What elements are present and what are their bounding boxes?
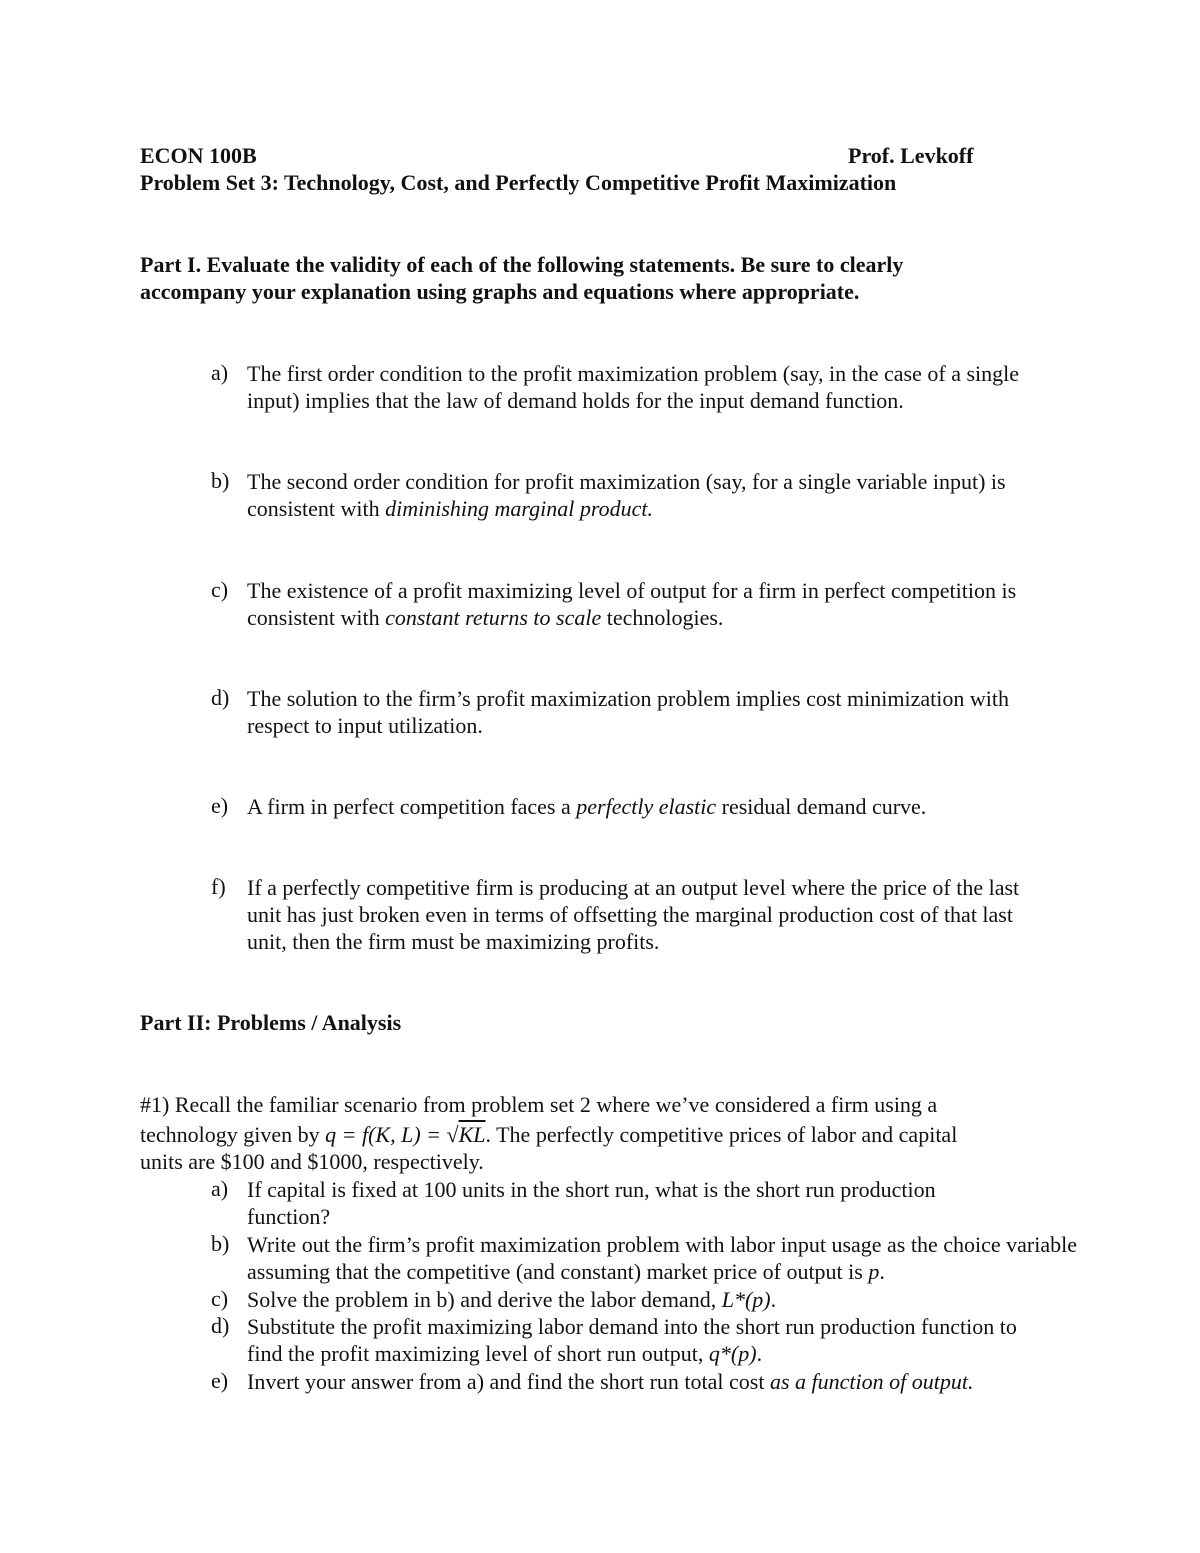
part2-heading: Part II: Problems / Analysis xyxy=(140,1010,402,1035)
item-label: d) xyxy=(211,685,230,710)
part1-heading-line1: Part I. Evaluate the validity of each of the following statements. Be sure to clearly xyxy=(140,252,904,277)
item-text: Solve the problem in b) and derive the labor demand, L*(p). xyxy=(247,1287,777,1312)
course-code: ECON 100B xyxy=(140,143,257,168)
part1-heading-line2: accompany your explanation using graphs and equations where appropriate. xyxy=(140,279,860,304)
item-label: a) xyxy=(211,1176,229,1201)
item-label: c) xyxy=(211,577,229,602)
professor-name: Prof. Levkoff xyxy=(848,143,974,168)
item-label: d) xyxy=(211,1313,230,1338)
item-text: The existence of a profit maximizing level of output for a firm in perfect competition is consistent with constant returns to scale technologies. xyxy=(247,578,1017,630)
item-label: c) xyxy=(211,1286,229,1311)
item-text: If a perfectly competitive firm is producing at an output level where the price of the last unit has just broken even in terms of offsetting the marginal production cost of that last unit, then the firm must be maximizing profits. xyxy=(247,875,1020,954)
item-label: b) xyxy=(211,468,230,493)
problem1-intro-line1: #1) Recall the familiar scenario from problem set 2 where we’ve considered a firm using a xyxy=(140,1092,938,1117)
item-label: f) xyxy=(211,874,226,899)
item-label: e) xyxy=(211,1368,229,1393)
item-text: The second order condition for profit maximization (say, for a single variable input) is consistent with diminishing marginal product. xyxy=(247,469,1006,521)
item-label: a) xyxy=(211,360,229,385)
production-formula: q = f(K, L) = √KL xyxy=(325,1122,486,1147)
item-text: A firm in perfect competition faces a perfectly elastic residual demand curve. xyxy=(247,794,927,819)
problem1-intro-line2: technology given by q = f(K, L) = √KL. The perfectly competitive prices of labor and capital xyxy=(140,1122,958,1147)
item-text: If capital is fixed at 100 units in the short run, what is the short run production function? xyxy=(247,1177,936,1229)
item-label: e) xyxy=(211,793,229,818)
item-text: Substitute the profit maximizing labor demand into the short run production function to find the profit maximizing level of short run output, q*(p). xyxy=(247,1314,1017,1366)
item-label: b) xyxy=(211,1231,230,1256)
item-text: Write out the firm’s profit maximization problem with labor input usage as the choice variable assuming that the competitive (and constant) market price of output is p. xyxy=(247,1232,1077,1284)
problem-set-title: Problem Set 3: Technology, Cost, and Perfectly Competitive Profit Maximization xyxy=(140,170,897,195)
item-text: The first order condition to the profit maximization problem (say, in the case of a single input) implies that the law of demand holds for the input demand function. xyxy=(247,361,1020,413)
item-text: Invert your answer from a) and find the short run total cost as a function of output. xyxy=(247,1369,974,1394)
problem1-intro-line3: units are $100 and $1000, respectively. xyxy=(140,1149,484,1174)
item-text: The solution to the firm’s profit maximization problem implies cost minimization with respect to input utilization. xyxy=(247,686,1009,738)
